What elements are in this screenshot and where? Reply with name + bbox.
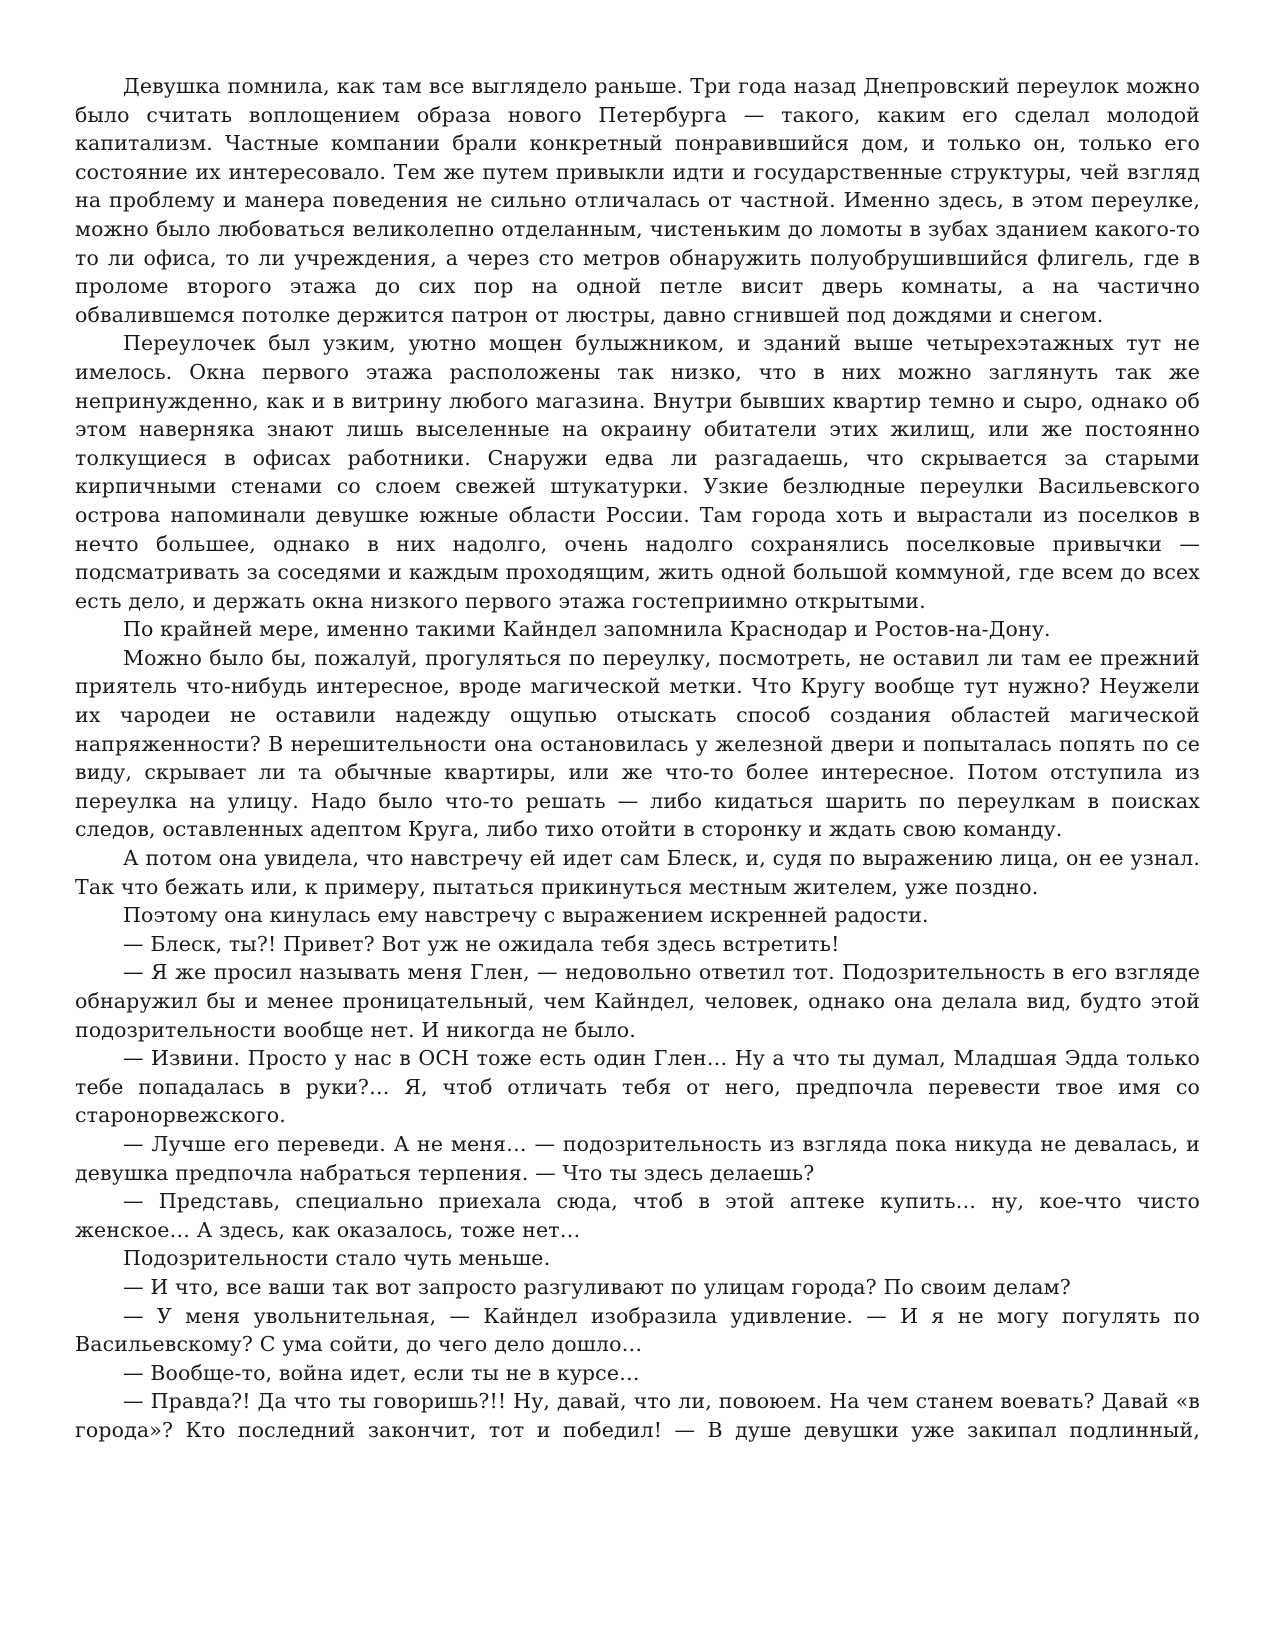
paragraph-6: Поэтому она кинулась ему навстречу с выражением искренней радости.	[123, 903, 929, 928]
paragraph-3: По крайней мере, именно такими Кайндел запомнила Краснодар и Ростов-на-Дону.	[123, 617, 1051, 642]
paragraph-2: Переулочек был узким, уютно мощен булыжником, и зданий выше четырехэтажных тут не имелось. Окна первого этажа расположены так низко, что в них можно заглянуть так же непринужденно, как и в витрину любого магазина. Внутри бывших квартир темно и сыро, однако об этом наверняка знают лишь выселенные на окраину обитатели этих жилищ, или же постоянно толкущиеся в офисах работники. Снаружи едва ли разгадаешь, что скрывается за старыми кирпичными стенами со слоем свежей штукатурки. Узкие безлюдные переулки Васильевского острова напоминали девушке южные области России. Там города хоть и вырастали из поселков в нечто большее, однако в них надолго, очень надолго сохранялись поселковые привычки — подсматривать за соседями и каждым проходящим, жить одной большой коммуной, где всем до всех есть дело, и держать окна низкого первого этажа гостеприимно открытыми.	[75, 331, 1200, 613]
paragraph-7: Подозрительности стало чуть меньше.	[123, 1246, 551, 1271]
dialogue-line-2: — Я же просил называть меня Глен, — недовольно ответил тот. Подозрительность в его взгляде обнаружил бы и менее проницательный, чем Кайндел, человек, однако она делала вид, будто этой подозрительности вообще нет. И никогда не было.	[75, 960, 1200, 1042]
dialogue-line-3: — Извини. Просто у нас в ОСН тоже есть один Глен… Ну а что ты думал, Младшая Эдда только тебе попадалась в руки?… Я, чтоб отличать тебя от него, предпочла перевести твое имя со старонорвежского.	[75, 1046, 1200, 1128]
dialogue-line-8: — Вообще-то, война идет, если ты не в курсе…	[123, 1360, 640, 1385]
dialogue-line-6: — И что, все ваши так вот запросто разгуливают по улицам города? По своим делам?	[123, 1274, 1071, 1299]
dialogue-line-7: — У меня увольнительная, — Кайндел изобразила удивление. — И я не могу погулять по Васильевскому? С ума сойти, до чего дело дошло…	[75, 1303, 1200, 1357]
dialogue-line-1: — Блеск, ты?! Привет? Вот уж не ожидала тебя здесь встретить!	[123, 931, 840, 956]
paragraph-4: Можно было бы, пожалуй, прогуляться по переулку, посмотреть, не оставил ли там ее прежний приятель что-нибудь интересное, вроде магической метки. Что Кругу вообще тут нужно? Неужели их чародеи не оставили надежду ощупью отыскать способ создания областей магической напряженности? В нерешительности она остановилась у железной двери и попыталась попять по се виду, скрывает ли та обычные квартиры, или же что-то более интересное. Потом отступила из переулка на улицу. Надо было что-то решать — либо кидаться шарить по переулкам в поисках следов, оставленных адептом Круга, либо тихо отойти в сторонку и ждать свою команду.	[75, 645, 1200, 842]
dialogue-line-5: — Представь, специально приехала сюда, чтоб в этой аптеке купить… ну, кое-что чисто женское… А здесь, как оказалось, тоже нет…	[75, 1189, 1200, 1242]
dialogue-line-4: — Лучше его переведи. А не меня… — подозрительность из взгляда пока никуда не девалась, и девушка предпочла набраться терпения. — Что ты здесь делаешь?	[75, 1131, 1200, 1185]
document-page	[75, 72, 1200, 1445]
paragraph-1: Девушка помнила, как там все выглядело раньше. Три года назад Днепровский переулок можно было считать воплощением образа нового Петербурга — такого, каким его сделал молодой капитализм. Частные компании брали конкретный понравившийся дом, и только он, только его состояние их интересовало. Тем же путем привыкли идти и государственные структуры, чей взгляд на проблему и манера поведения не сильно отличалась от частной. Именно здесь, в этом переулке, можно было любоваться великолепно отделанным, чистеньким до ломоты в зубах зданием какого-то то ли офиса, то ли учреждения, а через сто метров обнаружить полуобрушившийся флигель, где в проломе второго этажа до сих пор на одной петле висит дверь комнаты, а на частично обвалившемся потолке держится патрон от люстры, давно сгнившей под дождями и снегом.	[75, 74, 1200, 327]
paragraph-5: А потом она увидела, что навстречу ей идет сам Блеск, и, судя по выражению лица, он ее узнал. Так что бежать или, к примеру, пытаться прикинуться местным жителем, уже поздно.	[75, 846, 1200, 899]
dialogue-line-9: — Правда?! Да что ты говоришь?!! Ну, давай, что ли, повоюем. На чем станем воевать? Давай «в города»? Кто последний закончит, тот и победил! — В душе девушки уже закипал подлинный,	[75, 1389, 1200, 1442]
